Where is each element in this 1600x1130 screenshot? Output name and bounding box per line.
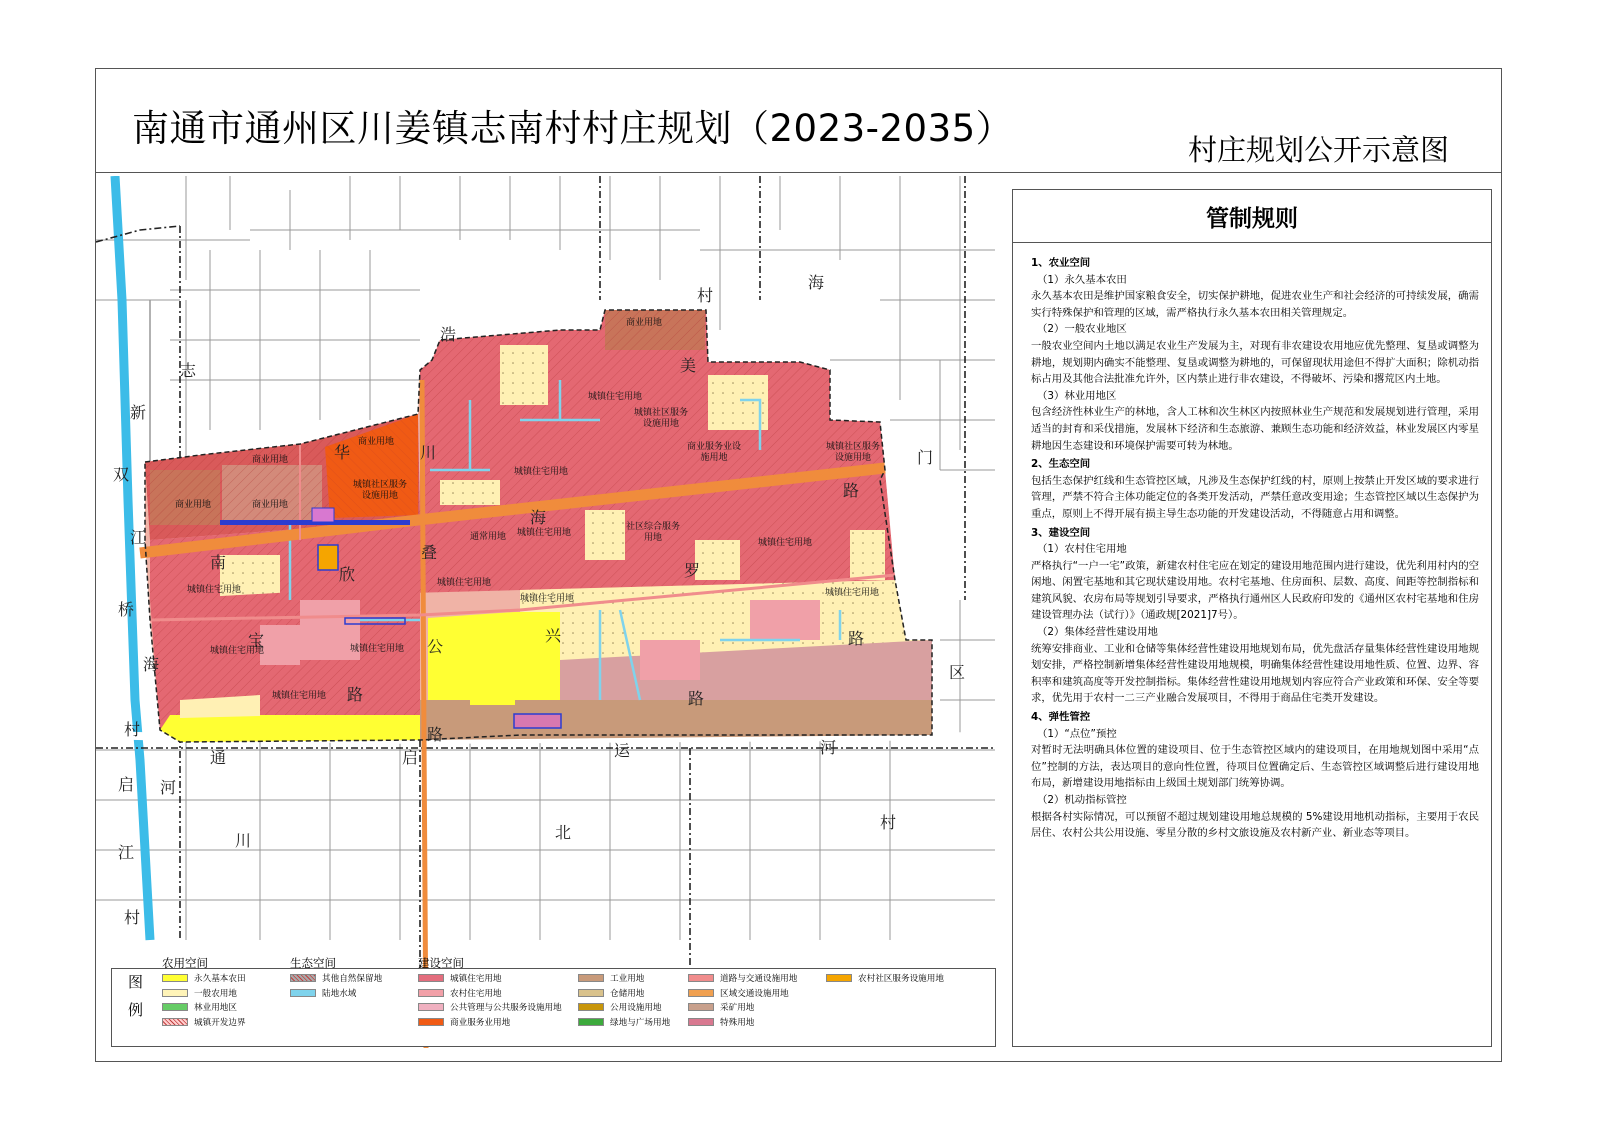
zone-label: 城镇住宅用地 [210,646,265,656]
legend-label: 公用设施用地 [610,1003,662,1013]
legend-swatch [688,989,714,997]
place-label: 浩 [440,325,457,344]
legend-label: 农村住宅用地 [450,988,502,999]
place-label: 通 [210,748,227,767]
rules-subheading: （1）农村住宅用地 [1037,543,1127,556]
legend-label: 陆地水域 [322,988,357,999]
legend-item [162,972,246,984]
place-label: 路 [843,481,860,500]
legend-item [688,1001,754,1013]
legend-swatch [418,989,444,997]
zone-label: 商业用地 [252,500,289,510]
legend-item [688,972,797,984]
legend-label: 一般农用地 [194,988,237,999]
place-label: 新 [130,403,147,422]
rules-paragraph: 永久基本农田是维护国家粮食安全，切实保护耕地，促进农业生产和社会经济的可持续发展，确需实行特殊保护和管理的区域，需严格执行永久基本农田相关管理规定。 [1031,290,1479,319]
legend-swatch [162,974,188,982]
legend-item [290,987,356,999]
west-river [115,176,150,940]
rules-paragraph: 统筹安排商业、工业和仓储等集体经营性建设用地规划布局，优先盘活存量集体经营性建设用地规划安排，严格控制新增集体经营性建设用地规模，明确集体经营性建设用地性质、位置、边界、容积率和建筑高度等开发控制指标。集体经营性建设用地规划内容应符合产业政策和环保、安全等要求，优先用于农村一二三产业融合发展项目，不得用于商品住宅类开发建设。 [1031,642,1479,705]
legend-swatch [290,989,316,997]
zone-label: 城镇住宅用地 [517,528,572,538]
zone-label: 城镇住宅用地 [272,691,327,701]
legend-label: 永久基本农田 [194,974,246,984]
place-label: 北 [555,823,572,842]
place-label: 兴 [545,626,562,645]
place-label: 海 [530,508,547,527]
legend-swatch [418,1003,444,1011]
zone-label: 城镇住宅用地 [520,594,575,604]
legend-item [688,1016,754,1028]
place-label: 罗 [684,561,701,580]
legend-swatch [688,1003,714,1011]
legend-swatch [162,1018,188,1026]
rules-paragraph: 包含经济性林业生产的林地，含人工林和次生林区内按照林业生产规范和发展规划进行管理，采用适当的封育和采伐措施，发展林下经济和生态旅游、兼顾生态功能和经济效益，林业发展区内零星耕地因生态建设和环境保护需要可转为林地。 [1031,406,1479,452]
zone-label: 城镇住宅用地 [186,585,241,595]
rules-body [1013,243,1491,842]
legend-label: 城镇开发边界 [194,1017,246,1028]
legend-cat-eco: 生态空间 [290,956,336,970]
zone-label: 城镇住宅用地 [588,392,643,402]
place-label: 川 [420,443,437,462]
legend-swatch [418,1018,444,1026]
legend-item [418,1001,562,1013]
place-label: 双 [113,465,130,484]
legend-label: 工业用地 [610,974,645,984]
legend-label: 道路与交通设施用地 [720,974,798,984]
rules-subheading: （1）“点位”预控 [1037,727,1117,740]
zone-label: 商业用地 [626,318,663,328]
place-label: 华 [334,443,351,462]
rules-section-heading: 2、生态空间 [1031,458,1091,471]
legend-swatch [688,974,714,982]
legend-item [418,972,502,984]
place-label: 村 [124,720,141,739]
place-label: 桥 [118,600,135,619]
legend-cat-agri: 农用空间 [162,956,208,970]
legend-item [418,1016,510,1028]
place-label: 江 [130,528,147,547]
place-label: 河 [820,738,837,757]
legend-label: 林业用地区 [194,1003,237,1013]
legend-label: 仓储用地 [610,988,645,999]
place-label: 江 [118,843,135,862]
place-label: 海 [808,273,825,292]
place-label: 运 [614,741,631,760]
legend [111,956,996,1047]
legend-item [290,972,382,984]
legend-item [688,987,789,999]
legend-label: 农村社区服务设施用地 [858,974,944,984]
legend-item [162,987,237,999]
zone-label: 城镇住宅用地 [758,538,813,548]
legend-title-2: 例 [128,1001,144,1019]
legend-swatch [688,1018,714,1026]
rules-section-heading: 4、弹性管控 [1031,711,1091,724]
header-divider [95,172,1502,173]
place-label: 村 [880,813,897,832]
map-svg [96,176,995,1048]
place-label: 村 [697,286,714,305]
zone-label: 城镇社区服务设施用地 [825,442,880,463]
legend-item [826,972,944,984]
legend-label: 城镇住宅用地 [450,974,502,984]
place-label: 叠 [421,543,438,562]
rules-paragraph: 包括生态保护红线和生态管控区域，凡涉及生态保护红线的村，原则上按禁止开发区域的要求进行管理，严禁不符合主体功能定位的各类开发活动，严禁任意改变用途；生态管控区域以生态保护为重点，原则上不得开展有损主导生态功能的开发建设活动，不得随意占用和调整。 [1031,474,1479,520]
place-label: 南 [210,553,227,572]
legend-item [578,972,644,984]
rules-subheading: （2）机动指标管控 [1037,794,1127,806]
rules-section-heading: 1、农业空间 [1031,257,1091,269]
place-label: 美 [680,356,697,375]
place-label: 路 [427,725,444,744]
legend-swatch [578,974,604,982]
place-label: 门 [917,448,934,467]
zone-label: 商业服务业设施用地 [686,442,741,463]
legend-item [418,987,502,999]
rules-paragraph: 对暂时无法明确具体位置的建设项目、位于生态管控区域内的建设项目，在用地规划图中采用“点位”控制的方法，表达项目的意向性位置，待项目位置确定后、生态管控区域调整后进行建设用地布局，新增建设用地指标由上级国土规划部门统筹协调。 [1031,744,1479,790]
legend-cat-build: 建设空间 [418,956,464,970]
legend-label: 其他自然保留地 [322,974,383,984]
place-label: 公 [427,637,444,656]
legend-swatch [578,989,604,997]
legend-item [578,1016,670,1028]
page-title: 南通市通州区川姜镇志南村村庄规划（2023-2035） [132,107,1014,150]
zone-label: 城镇社区服务设施用地 [633,408,688,429]
place-label: 欣 [339,565,356,584]
zone-label: 社区综合服务用地 [625,522,680,543]
legend-label: 商业服务业用地 [450,1017,511,1028]
legend-item [578,1001,662,1013]
legend-item [578,987,644,999]
rules-header: 管制规则 [1013,190,1491,243]
place-label: 宝 [248,631,265,650]
legend-swatch [162,1003,188,1011]
rules-subheading: （3）林业用地区 [1037,389,1117,402]
legend-label: 绿地与广场用地 [610,1017,671,1028]
rules-subheading: （1）永久基本农田 [1037,273,1127,286]
zone-label: 城镇住宅用地 [437,578,492,588]
rules-paragraph: 一般农业空间内土地以满足农业生产发展为主，对现有非农建设农用地应优先整理、复垦或调整为耕地，规划期内确实不能整理、复垦或调整为耕地的，可保留现状用途但不得扩大面积；除机动指标占用及其他合法批准允许外，区内禁止进行非农建设，不得破坏、污染和撂荒区内土地。 [1031,339,1479,386]
rules-section-heading: 3、建设空间 [1031,526,1091,539]
place-label: 村 [124,908,141,927]
rules-subheading: （2）一般农业地区 [1037,323,1127,336]
rules-paragraph: 根据各村实际情况，可以预留不超过规划建设用地总规模的 5%建设用地机动指标，主要用于农民居住、农村公共公用设施、零星分散的乡村文旅设施及农村新产业、新业态等项目。 [1031,810,1479,840]
place-label: 区 [949,663,966,682]
legend-label: 采矿用地 [720,1003,755,1013]
zone-label: 通常用地 [469,532,506,542]
legend-item [162,1016,246,1028]
village-area [140,310,932,1048]
zone-label: 城镇住宅用地 [514,467,569,477]
zone-label: 商业用地 [358,437,395,447]
place-label: 海 [143,655,160,674]
place-label: 路 [347,685,364,704]
place-label: 志 [180,361,197,380]
zone-label: 商业用地 [252,455,289,465]
legend-swatch [162,989,188,997]
place-label: 路 [848,629,865,648]
legend-swatch [826,974,852,982]
legend-swatch [578,1018,604,1026]
rules-subheading: （2）集体经营性建设用地 [1037,626,1158,639]
legend-label: 特殊用地 [720,1017,755,1028]
legend-label: 区域交通设施用地 [720,988,789,999]
place-label: 启 [402,748,419,767]
place-label: 路 [688,689,705,708]
place-label: 启 [118,775,135,794]
place-label: 河 [160,778,177,797]
rules-paragraph: 严格执行“一户一宅”政策，新建农村住宅应在划定的建设用地范围内进行建设，优先利用村内的空闲地、闲置宅基地和其它现状建设用地。农村宅基地、住房面积、层数、高度、间距等控制指标和建筑风貌、农房布局等规划引导要求，严格执行通州区人民政府印发的《通州区农村宅基地和住房建设管理办法（试行）》（通政规[2021]7号）。 [1031,559,1479,622]
legend-swatch [418,974,444,982]
rules-panel [1012,189,1492,1047]
planning-map[interactable] [96,176,995,1048]
legend-label: 公共管理与公共服务设施用地 [450,1003,562,1013]
legend-item [162,1001,237,1013]
zone-label: 城镇住宅用地 [350,644,405,654]
page-subtitle: 村庄规划公开示意图 [1188,133,1450,167]
zone-label: 城镇社区服务设施用地 [352,480,407,501]
zone-label: 商业用地 [175,500,212,510]
legend-title-1: 图 [128,973,144,991]
zone-label: 城镇住宅用地 [825,588,880,598]
legend-swatch [290,974,316,982]
legend-swatch [578,1003,604,1011]
place-label: 川 [235,831,252,850]
